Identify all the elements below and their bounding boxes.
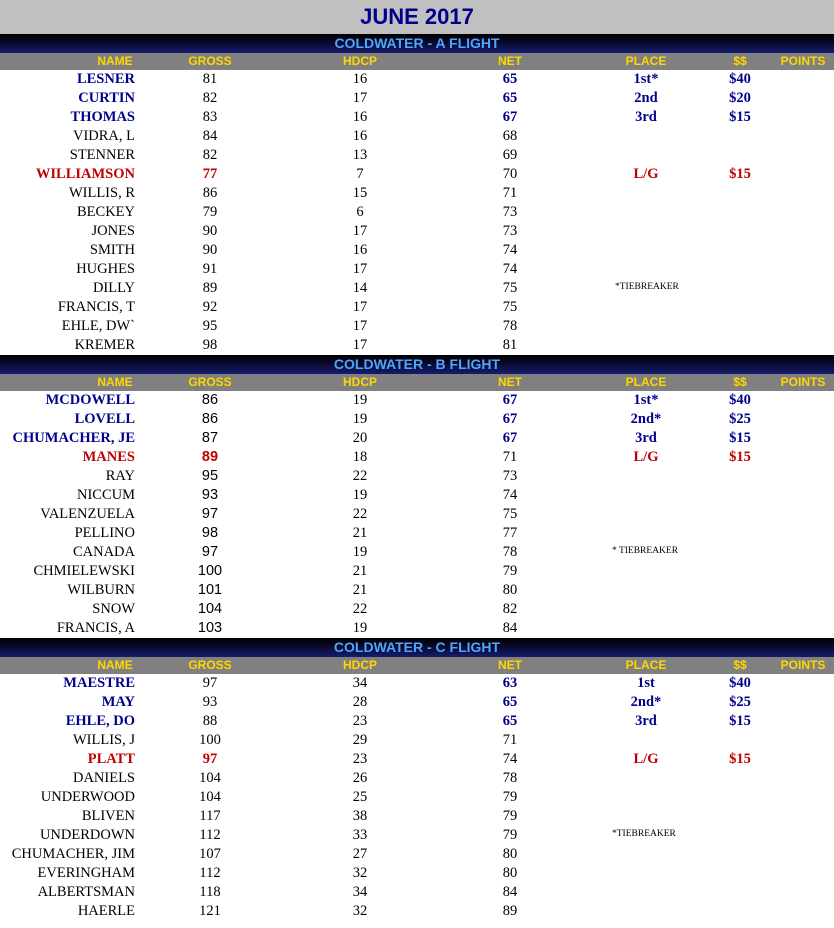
cell-net: 80 [502, 865, 518, 881]
cell-name: WILLIS, J [72, 732, 135, 748]
cell-gross: 90 [202, 223, 218, 239]
cell-place: 3rd [635, 430, 657, 446]
cell-gross: 107 [199, 846, 221, 862]
cell-name: BLIVEN [81, 808, 135, 824]
column-header-name: NAME [97, 375, 133, 389]
cell-name: RAY [105, 468, 135, 484]
column-header-points: POINTS [780, 54, 826, 68]
column-header-row [0, 374, 834, 391]
cell-name: LOVELL [74, 411, 135, 427]
table-row [0, 581, 834, 600]
column-header-hdcp: HDCP [342, 375, 377, 389]
cell-net: 69 [502, 147, 518, 163]
cell-money: $25 [729, 694, 751, 710]
cell-gross: 86 [201, 411, 219, 427]
cell-place: 2nd [634, 90, 658, 106]
table-row [0, 184, 834, 203]
cell-gross: 93 [202, 694, 218, 710]
cell-hdcp: 38 [352, 808, 368, 824]
cell-gross: 95 [202, 318, 218, 334]
cell-name: VALENZUELA [40, 506, 135, 522]
table-row [0, 826, 834, 845]
cell-net: 65 [502, 71, 518, 87]
table-row [0, 222, 834, 241]
cell-place: 3rd [635, 109, 657, 125]
cell-gross: 112 [199, 827, 221, 843]
cell-name: KREMER [74, 337, 135, 353]
cell-net: 63 [502, 675, 518, 691]
cell-net: 84 [502, 620, 518, 636]
column-header-money: $$ [733, 54, 747, 68]
cell-net: 78 [502, 318, 518, 334]
cell-place: 2nd* [630, 411, 662, 427]
column-header-place: PLACE [625, 658, 667, 672]
flight-title: COLDWATER - C FLIGHT [0, 638, 834, 657]
cell-net: 78 [502, 544, 518, 560]
table-row [0, 336, 834, 355]
cell-hdcp: 21 [352, 582, 368, 598]
column-header-net: NET [498, 658, 522, 672]
table-row [0, 902, 834, 921]
flight-title: COLDWATER - A FLIGHT [0, 34, 834, 53]
flights-container [0, 34, 834, 921]
table-row [0, 260, 834, 279]
cell-gross: 104 [197, 601, 223, 617]
cell-gross: 79 [202, 204, 218, 220]
cell-gross: 93 [201, 487, 219, 503]
cell-net: 79 [502, 563, 518, 579]
cell-hdcp: 20 [352, 430, 368, 446]
cell-hdcp: 33 [352, 827, 368, 843]
cell-name: FRANCIS, A [56, 620, 135, 636]
cell-name: CHUMACHER, JE [12, 430, 135, 446]
cell-net: 67 [502, 109, 518, 125]
cell-net: 74 [502, 261, 518, 277]
cell-net: 81 [502, 337, 518, 353]
flight-section [0, 34, 834, 355]
cell-gross: 97 [201, 506, 219, 522]
cell-gross: 82 [202, 147, 218, 163]
cell-name: LESNER [76, 71, 135, 87]
cell-name: HUGHES [76, 261, 135, 277]
flight-section [0, 638, 834, 921]
page-title: JUNE 2017 [0, 0, 834, 34]
cell-gross: 101 [197, 582, 223, 598]
cell-place: 1st [637, 675, 655, 691]
cell-hdcp: 32 [352, 865, 368, 881]
cell-name: BECKEY [77, 204, 135, 220]
cell-gross: 95 [201, 468, 219, 484]
table-row [0, 750, 834, 769]
cell-gross: 84 [202, 128, 218, 144]
table-row [0, 524, 834, 543]
column-header-money: $$ [733, 658, 747, 672]
cell-place: L/G [633, 166, 659, 182]
cell-hdcp: 16 [352, 242, 368, 258]
cell-net: 68 [502, 128, 518, 144]
cell-name: WILLIAMSON [35, 166, 135, 182]
cell-name: WILBURN [67, 582, 135, 598]
cell-gross: 117 [199, 808, 221, 824]
cell-name: MAESTRE [63, 675, 135, 691]
cell-hdcp: 32 [352, 903, 368, 919]
cell-net: 77 [502, 525, 518, 541]
cell-money: $40 [729, 392, 751, 408]
table-row [0, 845, 834, 864]
cell-gross: 88 [202, 713, 218, 729]
cell-hdcp: 6 [356, 204, 364, 220]
cell-name: ALBERTSMAN [37, 884, 135, 900]
cell-hdcp: 34 [352, 675, 368, 691]
cell-net: 74 [502, 751, 518, 767]
cell-net: 73 [502, 223, 518, 239]
table-row [0, 448, 834, 467]
cell-gross: 91 [202, 261, 218, 277]
cell-net: 67 [502, 411, 518, 427]
cell-gross: 83 [202, 109, 218, 125]
cell-hdcp: 19 [352, 544, 368, 560]
cell-gross: 100 [199, 732, 221, 748]
cell-net: 78 [502, 770, 518, 786]
table-row [0, 146, 834, 165]
cell-money: $15 [729, 449, 751, 465]
cell-name: PELLINO [74, 525, 135, 541]
cell-name: UNDERWOOD [40, 789, 135, 805]
table-row [0, 883, 834, 902]
cell-name: FRANCIS, T [57, 299, 135, 315]
cell-money: $15 [729, 751, 751, 767]
cell-net: 75 [502, 506, 518, 522]
cell-net: 79 [502, 808, 518, 824]
column-header-place: PLACE [625, 54, 667, 68]
cell-name: CHUMACHER, JIM [11, 846, 135, 862]
cell-hdcp: 19 [352, 411, 368, 427]
cell-gross: 89 [202, 280, 218, 296]
cell-name: PLATT [87, 751, 135, 767]
cell-hdcp: 17 [352, 223, 368, 239]
cell-gross: 112 [199, 865, 221, 881]
cell-gross: 98 [202, 337, 218, 353]
cell-name: UNDERDOWN [39, 827, 135, 843]
flight-title: COLDWATER - B FLIGHT [0, 355, 834, 374]
cell-money: $25 [729, 411, 751, 427]
cell-net: 80 [502, 582, 518, 598]
cell-hdcp: 15 [352, 185, 368, 201]
cell-net: 80 [502, 846, 518, 862]
cell-name: VIDRA, L [72, 128, 135, 144]
table-row [0, 298, 834, 317]
cell-name: CURTIN [78, 90, 135, 106]
cell-gross: 86 [202, 185, 218, 201]
cell-hdcp: 19 [352, 392, 368, 408]
cell-hdcp: 27 [352, 846, 368, 862]
table-row [0, 693, 834, 712]
cell-hdcp: 23 [352, 713, 368, 729]
cell-money: $40 [729, 71, 751, 87]
cell-gross: 100 [197, 563, 223, 579]
column-header-net: NET [498, 54, 522, 68]
cell-place: 1st* [633, 392, 659, 408]
column-header-points: POINTS [780, 658, 826, 672]
table-row [0, 429, 834, 448]
table-row [0, 279, 834, 298]
cell-place: 2nd* [630, 694, 662, 710]
table-row [0, 864, 834, 883]
cell-gross: 86 [201, 392, 219, 408]
column-header-hdcp: HDCP [342, 54, 377, 68]
column-header-name: NAME [97, 658, 133, 672]
cell-net: 67 [502, 430, 518, 446]
cell-gross: 81 [202, 71, 218, 87]
cell-name: EHLE, DO [65, 713, 135, 729]
cell-gross: 97 [202, 751, 218, 767]
table-row [0, 89, 834, 108]
table-row [0, 391, 834, 410]
cell-name: DILLY [92, 280, 135, 296]
cell-net: 89 [502, 903, 518, 919]
cell-gross: 87 [201, 430, 219, 446]
cell-net: 71 [502, 185, 518, 201]
column-header-gross: GROSS [188, 658, 232, 672]
cell-gross: 89 [201, 449, 219, 465]
cell-gross: 104 [199, 770, 221, 786]
cell-hdcp: 26 [352, 770, 368, 786]
cell-hdcp: 16 [352, 128, 368, 144]
cell-net: 65 [502, 713, 518, 729]
table-row [0, 108, 834, 127]
cell-name: CANADA [72, 544, 135, 560]
column-header-row [0, 53, 834, 70]
cell-hdcp: 19 [352, 620, 368, 636]
cell-money: $15 [729, 166, 751, 182]
cell-place: L/G [633, 751, 659, 767]
cell-net: 71 [502, 449, 518, 465]
column-header-money: $$ [733, 375, 747, 389]
cell-net: 82 [502, 601, 518, 617]
cell-name: STENNER [69, 147, 135, 163]
cell-name: MCDOWELL [45, 392, 135, 408]
cell-hdcp: 17 [352, 261, 368, 277]
table-row [0, 505, 834, 524]
cell-name: DANIELS [72, 770, 135, 786]
cell-hdcp: 22 [352, 601, 368, 617]
cell-gross: 82 [202, 90, 218, 106]
column-header-points: POINTS [780, 375, 826, 389]
cell-name: SNOW [92, 601, 135, 617]
cell-name: MANES [82, 449, 135, 465]
cell-net: 75 [502, 299, 518, 315]
cell-gross: 97 [202, 675, 218, 691]
cell-hdcp: 17 [352, 318, 368, 334]
cell-net: 70 [502, 166, 518, 182]
table-row [0, 562, 834, 581]
cell-money: $20 [729, 90, 751, 106]
table-row [0, 486, 834, 505]
table-row [0, 619, 834, 638]
cell-money: $15 [729, 430, 751, 446]
table-row [0, 165, 834, 184]
cell-gross: 77 [202, 166, 218, 182]
cell-net: 74 [502, 242, 518, 258]
cell-gross: 90 [202, 242, 218, 258]
cell-hdcp: 17 [352, 299, 368, 315]
cell-net: 79 [502, 827, 518, 843]
table-row [0, 127, 834, 146]
table-row [0, 410, 834, 429]
cell-net: 65 [502, 90, 518, 106]
table-row [0, 600, 834, 619]
flight-section [0, 355, 834, 638]
cell-net: 84 [502, 884, 518, 900]
cell-net: 79 [502, 789, 518, 805]
cell-place: 1st* [633, 71, 659, 87]
column-header-gross: GROSS [188, 54, 232, 68]
cell-hdcp: 17 [352, 337, 368, 353]
cell-gross: 97 [201, 544, 219, 560]
cell-hdcp: 29 [352, 732, 368, 748]
cell-name: WILLIS, R [68, 185, 135, 201]
table-row [0, 317, 834, 336]
cell-gross: 118 [199, 884, 221, 900]
cell-hdcp: 22 [352, 468, 368, 484]
table-row [0, 241, 834, 260]
cell-net: 74 [502, 487, 518, 503]
table-row [0, 731, 834, 750]
cell-name: CHMIELEWSKI [33, 563, 135, 579]
table-row [0, 769, 834, 788]
cell-hdcp: 19 [352, 487, 368, 503]
cell-name: HAERLE [77, 903, 135, 919]
cell-hdcp: 21 [352, 525, 368, 541]
cell-money: $15 [729, 713, 751, 729]
cell-net: 73 [502, 204, 518, 220]
column-header-hdcp: HDCP [342, 658, 377, 672]
cell-hdcp: 16 [352, 109, 368, 125]
column-header-gross: GROSS [188, 375, 232, 389]
tiebreaker-note: *TIEBREAKER [615, 282, 679, 292]
cell-name: NICCUM [76, 487, 135, 503]
column-header-net: NET [498, 375, 522, 389]
cell-hdcp: 14 [352, 280, 368, 296]
table-row [0, 70, 834, 89]
table-row [0, 788, 834, 807]
cell-hdcp: 23 [352, 751, 368, 767]
tiebreaker-note: *TIEBREAKER [612, 829, 676, 839]
cell-hdcp: 21 [352, 563, 368, 579]
column-header-place: PLACE [625, 375, 667, 389]
cell-name: THOMAS [70, 109, 135, 125]
cell-hdcp: 22 [352, 506, 368, 522]
column-header-row [0, 657, 834, 674]
cell-net: 65 [502, 694, 518, 710]
table-row [0, 543, 834, 562]
cell-name: EVERINGHAM [37, 865, 135, 881]
cell-net: 71 [502, 732, 518, 748]
cell-net: 75 [502, 280, 518, 296]
column-header-name: NAME [97, 54, 133, 68]
cell-name: SMITH [89, 242, 135, 258]
cell-name: MAY [101, 694, 135, 710]
cell-hdcp: 16 [352, 71, 368, 87]
cell-name: EHLE, DW` [61, 318, 135, 334]
tiebreaker-note: * TIEBREAKER [612, 546, 679, 556]
cell-money: $40 [729, 675, 751, 691]
table-row [0, 674, 834, 693]
cell-gross: 104 [199, 789, 221, 805]
table-row [0, 712, 834, 731]
cell-gross: 98 [201, 525, 219, 541]
cell-place: 3rd [635, 713, 657, 729]
cell-hdcp: 25 [352, 789, 368, 805]
cell-hdcp: 28 [352, 694, 368, 710]
cell-net: 73 [502, 468, 518, 484]
cell-gross: 92 [202, 299, 218, 315]
table-row [0, 203, 834, 222]
cell-hdcp: 34 [352, 884, 368, 900]
table-row [0, 807, 834, 826]
cell-hdcp: 13 [352, 147, 368, 163]
cell-net: 67 [502, 392, 518, 408]
cell-place: L/G [633, 449, 659, 465]
cell-gross: 103 [197, 620, 223, 636]
cell-name: JONES [91, 223, 135, 239]
cell-hdcp: 18 [352, 449, 368, 465]
cell-gross: 121 [199, 903, 221, 919]
cell-money: $15 [729, 109, 751, 125]
cell-hdcp: 7 [356, 166, 364, 182]
table-row [0, 467, 834, 486]
cell-hdcp: 17 [352, 90, 368, 106]
